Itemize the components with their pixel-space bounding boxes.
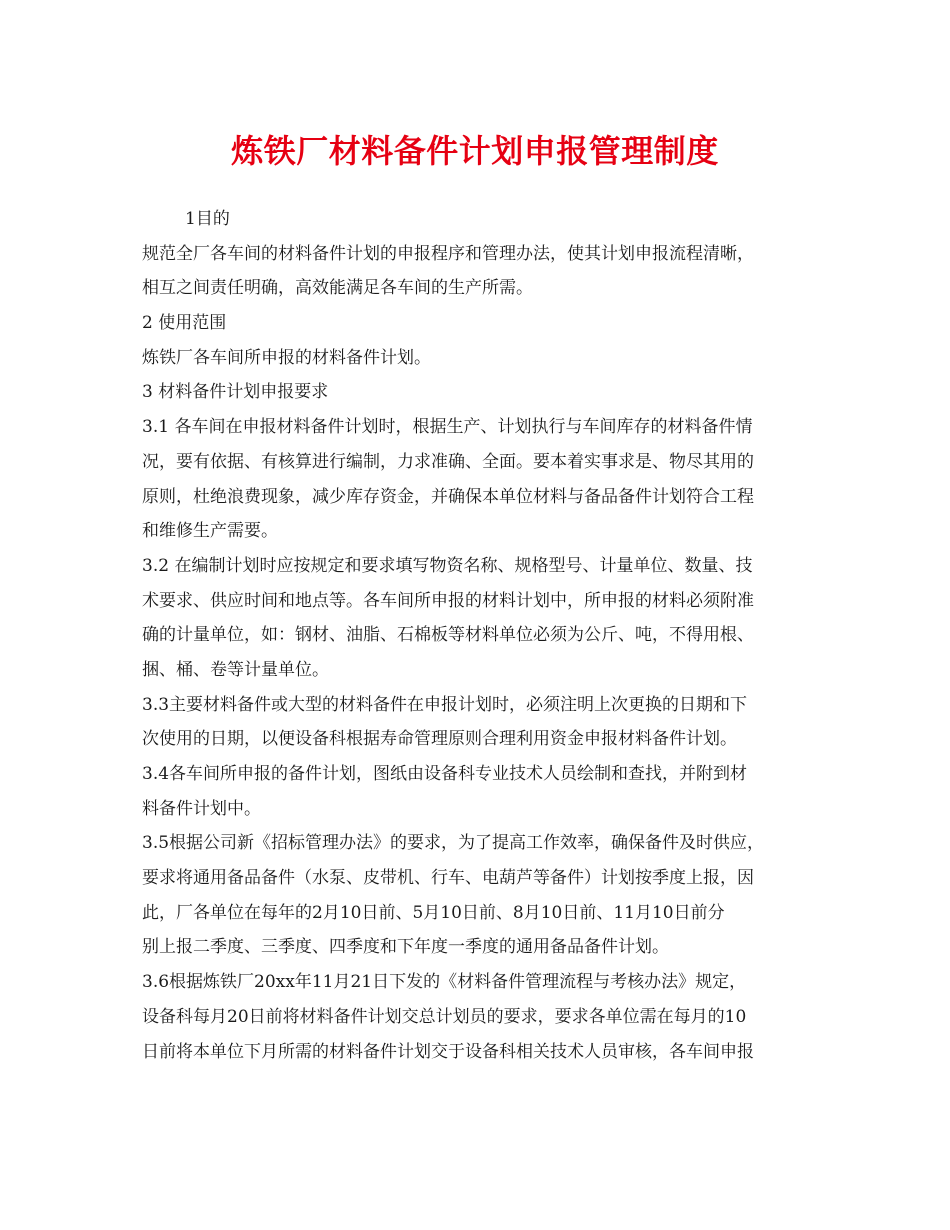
- paragraph-line: 况，要有依据、有核算进行编制，力求准确、全面。要本着实事求是、物尽其用的: [142, 451, 754, 472]
- section-heading-purpose: 1目的: [185, 209, 230, 229]
- paragraph-line: 料备件计划中。: [142, 798, 261, 819]
- paragraph-line: 别上报二季度、三季度、四季度和下年度一季度的通用备品备件计划。: [142, 937, 669, 958]
- paragraph-line: 捆、桶、卷等计量单位。: [142, 659, 329, 680]
- paragraph-line: 相互之间责任明确，高效能满足各车间的生产所需。: [142, 278, 533, 299]
- document-body: [142, 202, 822, 1069]
- section-heading-scope: 2 使用范围: [142, 313, 227, 334]
- paragraph-line: 规范全厂各车间的材料备件计划的申报程序和管理办法，使其计划申报流程清晰，: [142, 243, 754, 264]
- paragraph-line: 3.4各车间所申报的备件计划，图纸由设备科专业技术人员绘制和查找，并附到材: [142, 764, 748, 784]
- paragraph-line: 术要求、供应时间和地点等。各车间所申报的材料计划中，所申报的材料必须附准: [142, 590, 754, 611]
- paragraph-line: 3.5根据公司新《招标管理办法》的要求，为了提高工作效率，确保备件及时供应，: [142, 833, 765, 854]
- document-title: 炼铁厂材料备件计划申报管理制度: [231, 132, 719, 170]
- paragraph-line: 设备科每月20日前将材料备件计划交总计划员的要求，要求各单位需在每月的10: [142, 1006, 747, 1027]
- paragraph-line: 原则，杜绝浪费现象，减少库存资金，并确保本单位材料与备品备件计划符合工程: [142, 486, 754, 507]
- paragraph-line: 3.1 各车间在申报材料备件计划时，根据生产、计划执行与车间库存的材料备件情: [142, 417, 753, 438]
- paragraph-line: 此，厂各单位在每年的2月10日前、5月10日前、8月10日前、11月10日前分: [142, 902, 725, 923]
- section-heading-requirements: 3 材料备件计划申报要求: [142, 382, 329, 403]
- paragraph-line: 要求将通用备品备件（水泵、皮带机、行车、电葫芦等备件）计划按季度上报，因: [142, 868, 754, 889]
- paragraph-line: 炼铁厂各车间所申报的材料备件计划。: [142, 347, 431, 368]
- paragraph-line: 日前将本单位下月所需的材料备件计划交于设备科相关技术人员审核，各车间申报: [142, 1041, 754, 1062]
- paragraph-line: 确的计量单位，如：钢材、油脂、石棉板等材料单位必须为公斤、吨，不得用根、: [142, 625, 754, 646]
- paragraph-line: 3.3主要材料备件或大型的材料备件在申报计划时，必须注明上次更换的日期和下: [142, 694, 748, 715]
- paragraph-line: 3.2 在编制计划时应按规定和要求填写物资名称、规格型号、计量单位、数量、技: [142, 555, 753, 576]
- paragraph-line: 次使用的日期，以便设备科根据寿命管理原则合理利用资金申报材料备件计划。: [142, 729, 737, 750]
- paragraph-line: 和维修生产需要。: [142, 521, 278, 542]
- paragraph-line: 3.6根据炼铁厂20xx年11月21日下发的《材料备件管理流程与考核办法》规定，: [142, 972, 747, 993]
